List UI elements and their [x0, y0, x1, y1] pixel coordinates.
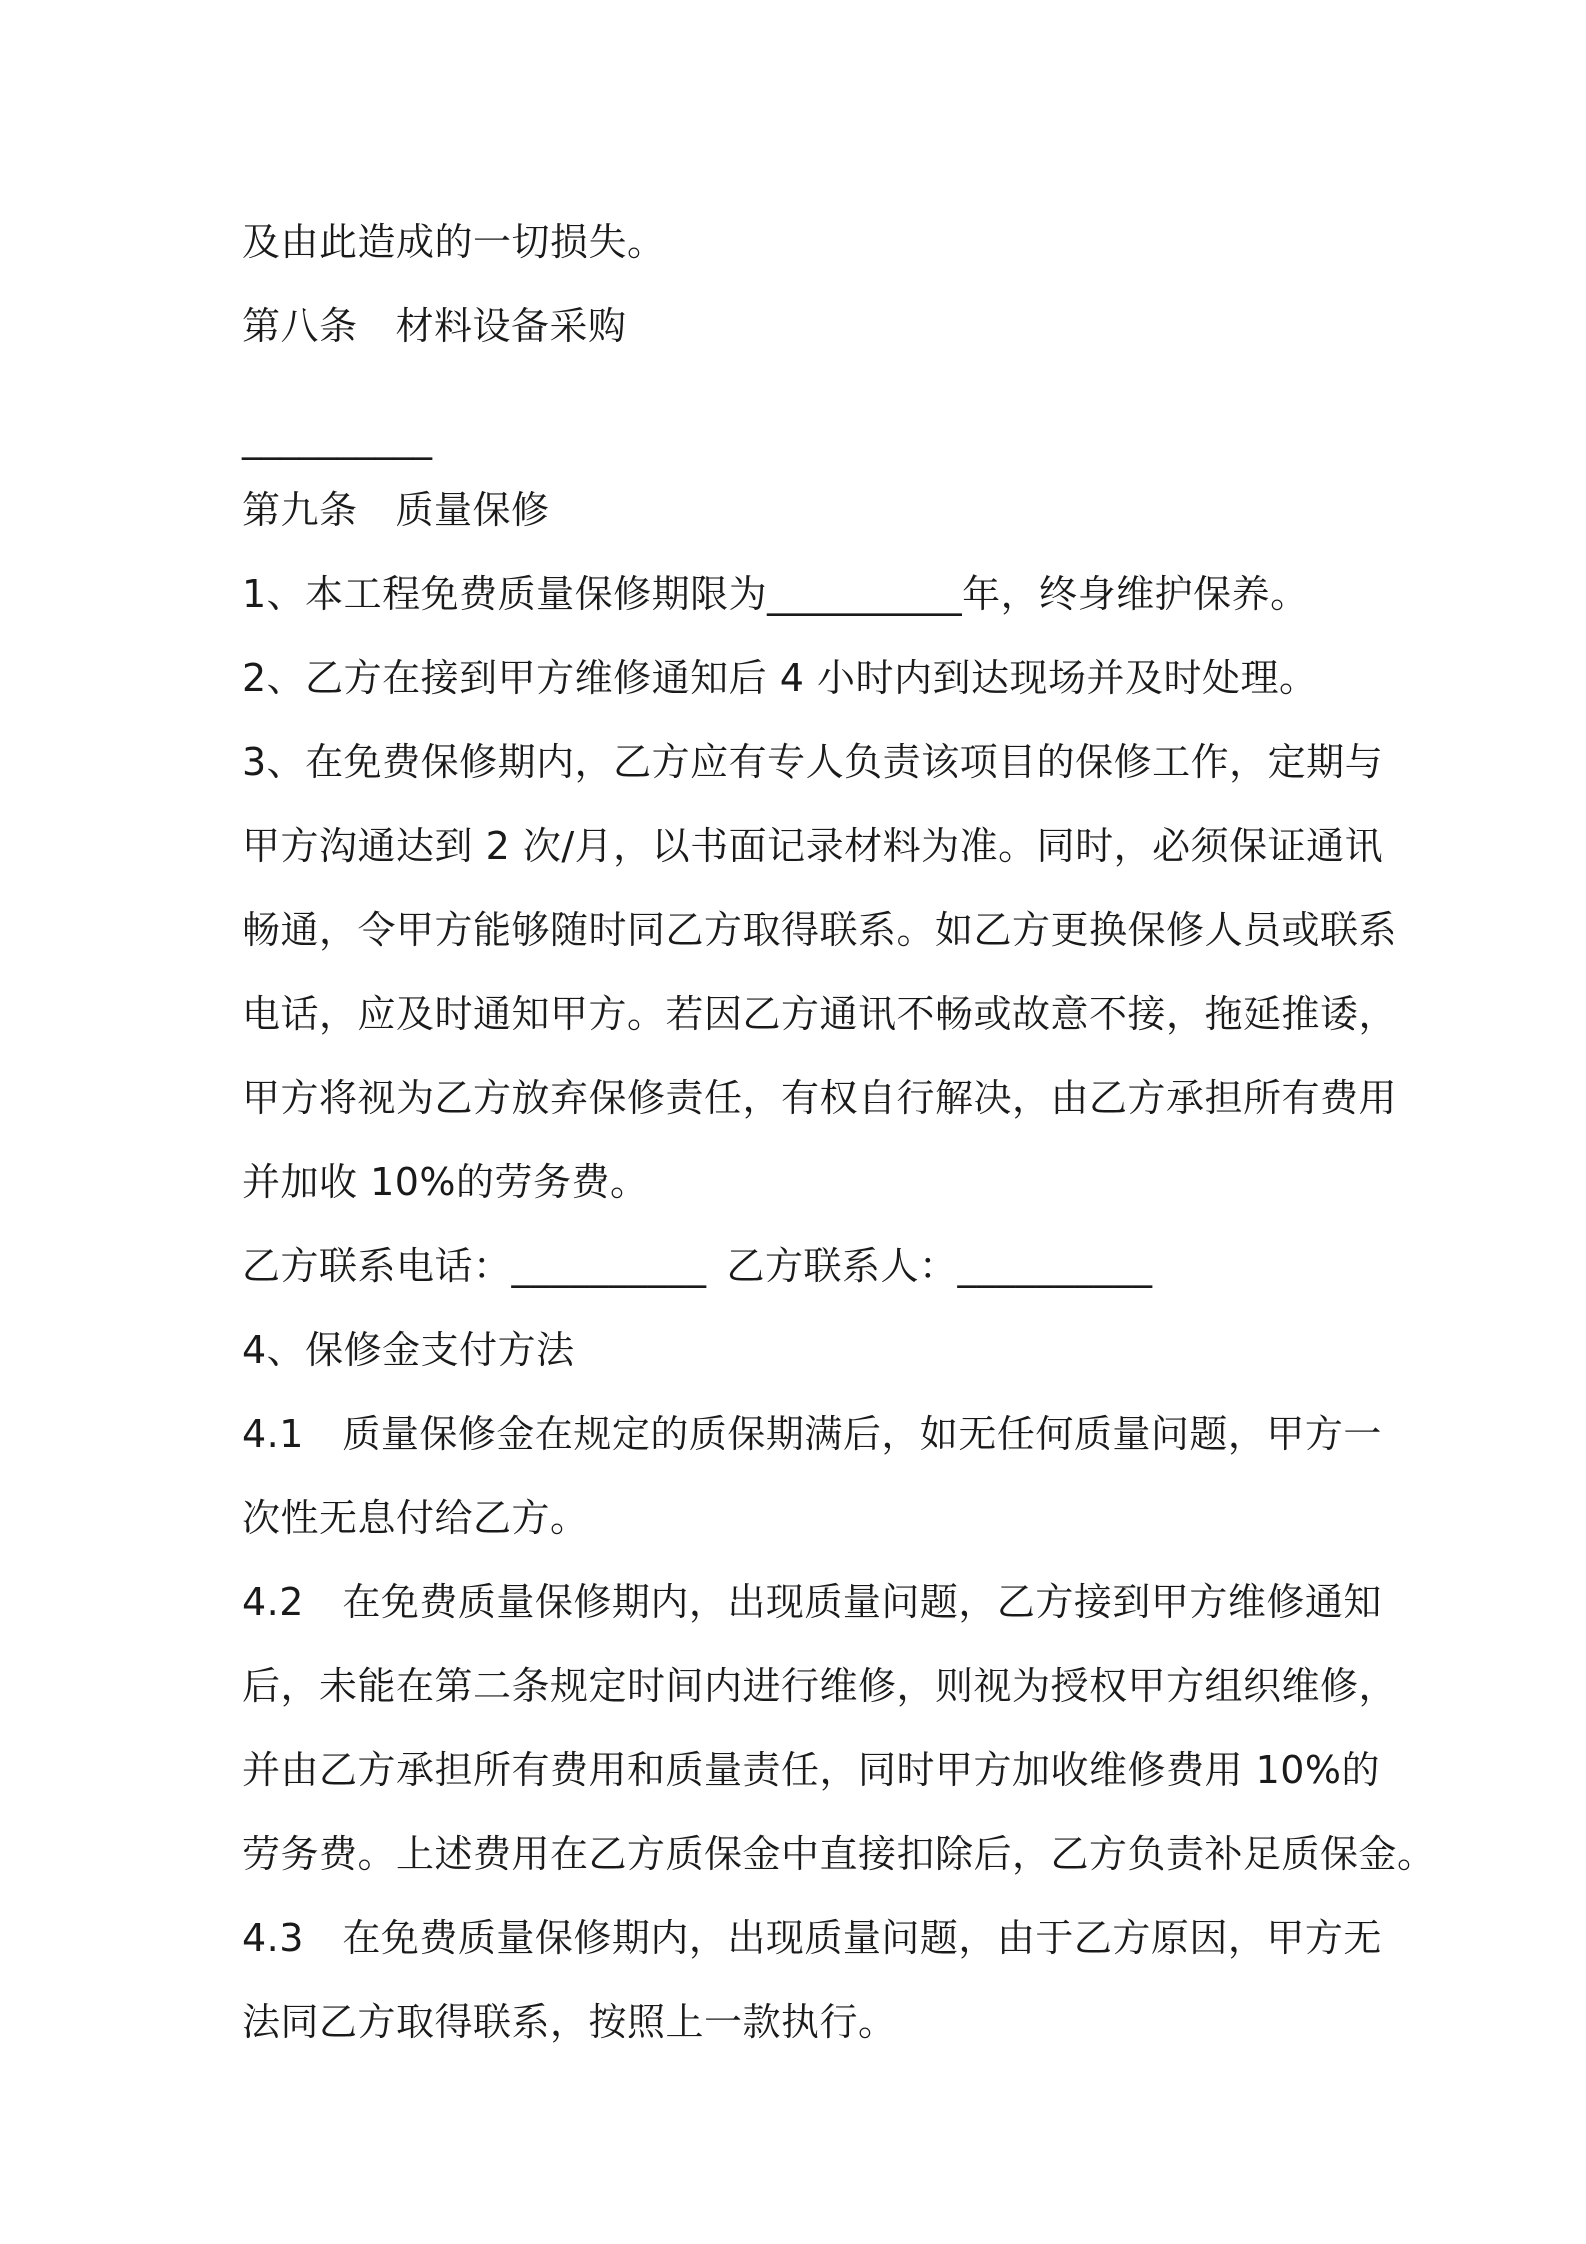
clause-3 [242, 720, 1398, 1224]
clause-4-1 [242, 1392, 1382, 1560]
clause-3-line: 甲方沟通达到 2 次/月，以书面记录材料为准。同时，必须保证通讯 [242, 824, 1384, 868]
contact-person-field: 乙方联系人：__________ [726, 1244, 1153, 1288]
clause-4-2-line: 劳务费。上述费用在乙方质保金中直接扣除后，乙方负责补足质保金。 [242, 1832, 1436, 1876]
clause-4-3-line: 4.3 在免费质量保修期内，出现质量问题，由于乙方原因，甲方无 [242, 1916, 1382, 1960]
clause-2: 2、乙方在接到甲方维修通知后 4 小时内到达现场并及时处理。 [242, 656, 1318, 700]
contact-phone-field: 乙方联系电话：__________ [242, 1244, 707, 1288]
clause-4-2-line: 并由乙方承担所有费用和质量责任，同时甲方加收维修费用 10%的 [242, 1748, 1381, 1792]
article-9-number: 第九条 [242, 488, 358, 532]
clause-1: 1、本工程免费质量保修期限为__________年，终身维护保养。 [242, 572, 1309, 616]
article-8-title: 材料设备采购 [395, 304, 627, 348]
clause-3-line: 并加收 10%的劳务费。 [242, 1160, 649, 1204]
contact-line [242, 1224, 1358, 1308]
clause-4-2 [242, 1560, 1436, 1896]
article-8-blank: __________ [242, 416, 432, 460]
clause-4-1-line: 次性无息付给乙方。 [242, 1496, 589, 1540]
article-8-number: 第八条 [242, 304, 358, 348]
continuation-text: 及由此造成的一切损失。 [242, 220, 666, 264]
clause-4-1-line: 4.1 质量保修金在规定的质保期满后，如无任何质量问题，甲方一 [242, 1412, 1382, 1456]
contract-page [242, 200, 1436, 2064]
article-8-heading [242, 284, 1358, 368]
clause-4-3-line: 法同乙方取得联系，按照上一款执行。 [242, 2000, 897, 2044]
clause-3-line: 甲方将视为乙方放弃保修责任，有权自行解决，由乙方承担所有费用 [242, 1076, 1398, 1120]
article-9-title: 质量保修 [395, 488, 550, 532]
clause-4-3 [242, 1896, 1382, 2064]
clause-4-heading: 4、保修金支付方法 [242, 1328, 575, 1372]
article-9-heading [242, 468, 1358, 552]
clause-3-line: 电话，应及时通知甲方。若因乙方通讯不畅或故意不接，拖延推诿， [242, 992, 1398, 1036]
clause-4-2-line: 4.2 在免费质量保修期内，出现质量问题，乙方接到甲方维修通知 [242, 1580, 1382, 1624]
clause-3-line: 3、在免费保修期内，乙方应有专人负责该项目的保修工作，定期与 [242, 740, 1384, 784]
clause-4-2-line: 后，未能在第二条规定时间内进行维修，则视为授权甲方组织维修， [242, 1664, 1398, 1708]
clause-3-line: 畅通，令甲方能够随时同乙方取得联系。如乙方更换保修人员或联系 [242, 908, 1398, 952]
